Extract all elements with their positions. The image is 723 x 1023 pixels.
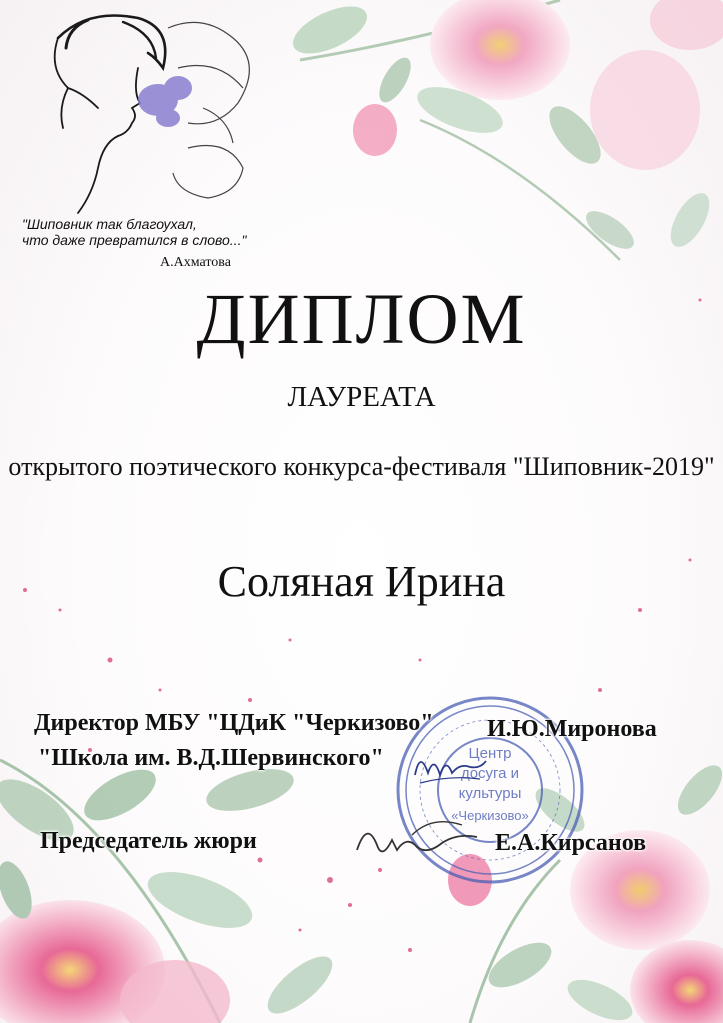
leaf-icon	[482, 934, 559, 997]
jury-chair-title: Председатель жюри	[40, 828, 257, 854]
epigraph-line-2: что даже превратился в слово..."	[22, 232, 247, 248]
jury-signature	[352, 805, 482, 865]
epigraph-line-1: "Шиповник так благоухал,	[22, 216, 197, 232]
seal-line-4: «Черкизово»	[451, 808, 529, 823]
director-title-line-1: Директор МБУ "ЦДиК "Черкизово"	[34, 710, 434, 736]
leaf-icon	[670, 758, 723, 822]
rose-icon	[630, 940, 723, 1023]
bottom-left-flowers	[0, 759, 341, 1023]
leaf-icon	[259, 947, 341, 1023]
rosebud-icon	[353, 104, 397, 156]
director-signature	[410, 745, 490, 790]
seal-line-3: культуры	[458, 785, 522, 802]
director-title-line-2: "Школа им. В.Д.Шервинского"	[38, 745, 384, 771]
woman-sketch-illustration	[28, 8, 278, 218]
director-name: И.Ю.Миронова	[487, 716, 657, 742]
jury-chair-name: Е.А.Кирсанов	[495, 830, 647, 856]
top-right-flowers	[286, 0, 723, 260]
leaf-icon	[663, 187, 717, 253]
seal-line-2: досуга и	[460, 765, 520, 782]
recipient-name: Соляная Ирина	[217, 557, 506, 606]
leaf-icon	[562, 972, 638, 1023]
rose-icon	[590, 50, 700, 170]
lavender-icon	[138, 76, 192, 127]
diploma-subtitle: ЛАУРЕАТА	[287, 381, 436, 413]
leaf-icon	[141, 861, 259, 940]
seal-line-1: Центр	[468, 745, 512, 762]
rose-icon	[430, 0, 570, 100]
diploma-title: ДИПЛОМ	[196, 279, 527, 359]
event-description: открытого поэтического конкурса-фестиваля "Шиповник-2019"	[8, 452, 715, 481]
epigraph-author: А.Ахматова	[160, 255, 231, 270]
